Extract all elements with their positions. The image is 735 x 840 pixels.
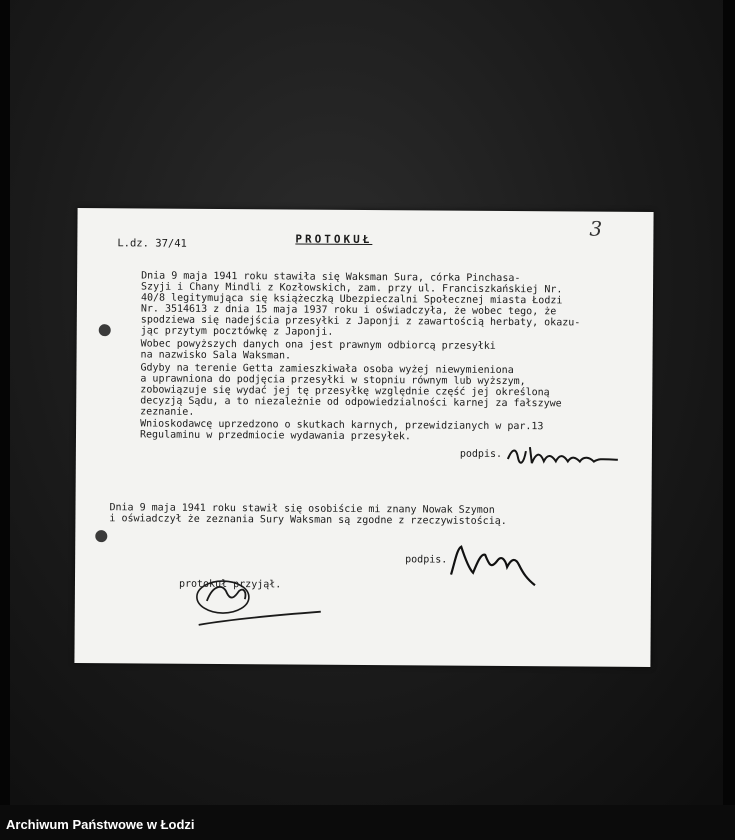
body-line: zeznanie. [140, 406, 195, 418]
body-line: jąc przytym pocztówkę z Japonji. [140, 325, 334, 338]
witness-signature-label: podpis. [405, 554, 448, 566]
punch-hole-top [99, 324, 111, 336]
body-line: zobowiązuje się wydać jej tę przesyłkę względnie część jej określoną [140, 384, 550, 399]
body-line: Szyji i Chany Mindli z Kozłowskich, zam. przy ul. Franciszkańskiej Nr. [141, 281, 563, 296]
body-line: Dnia 9 maja 1941 roku stawiła się Waksman Sura, córka Pinchasa- [141, 270, 521, 285]
witness-line: i oświadczył że zeznania Sury Waksman są zgodne z rzeczywistością. [109, 513, 507, 527]
film-edge-left [0, 0, 10, 805]
reference-number: L.dz. 37/41 [117, 237, 187, 250]
body-line: Wnioskodawcę uprzedzono o skutkach karnych, przewidzianych w par.13 [140, 418, 544, 433]
document-title: PROTOKUŁ [295, 232, 373, 247]
body-line: Wobec powyższych danych ona jest prawnym odbiorcą przesyłki [140, 338, 496, 352]
document-sheet [74, 208, 653, 667]
body-line: spodziewa się nadejścia przesyłki z Japonji z zawartością herbaty, okazu- [140, 314, 581, 329]
signature-label: podpis. [459, 448, 503, 460]
page-number: 3 [589, 216, 603, 241]
body-line: a uprawniona do podjęcia przesyłki w stopniu równym lub wyższym, [140, 373, 526, 388]
accepted-by-label: protokuł przyjął. [178, 578, 282, 591]
film-edge-right [723, 0, 735, 805]
body-line: Nr. 3514613 z dnia 15 maja 1937 roku i oświadczyła, że wobec tego, że [140, 303, 557, 318]
punch-hole-bottom [95, 530, 107, 542]
applicant-signature [506, 443, 626, 470]
accepting-officer-signature [193, 571, 333, 632]
witness-line: Dnia 9 maja 1941 roku stawił się osobiście mi znany Nowak Szymon [109, 502, 495, 516]
archive-name: Archiwum Państwowe w Łodzi [6, 817, 195, 832]
body-line: Gdyby na terenie Getta zamieszkiwała osoba wyżej niewymieniona [140, 362, 514, 377]
body-line: decyzją Sądu, a to niezależnie od odpowiedzialności karnej za fałszywe [140, 395, 562, 410]
witness-signature [447, 539, 547, 600]
body-line: na nazwisko Sala Waksman. [140, 349, 292, 362]
body-line: 40/8 legitymująca się książeczką Ubezpieczalni Społecznej miasta Łodzi [140, 292, 563, 307]
body-line: Regulaminu w przedmiocie wydawania przesyłek. [139, 429, 411, 443]
archive-footer [0, 805, 735, 840]
